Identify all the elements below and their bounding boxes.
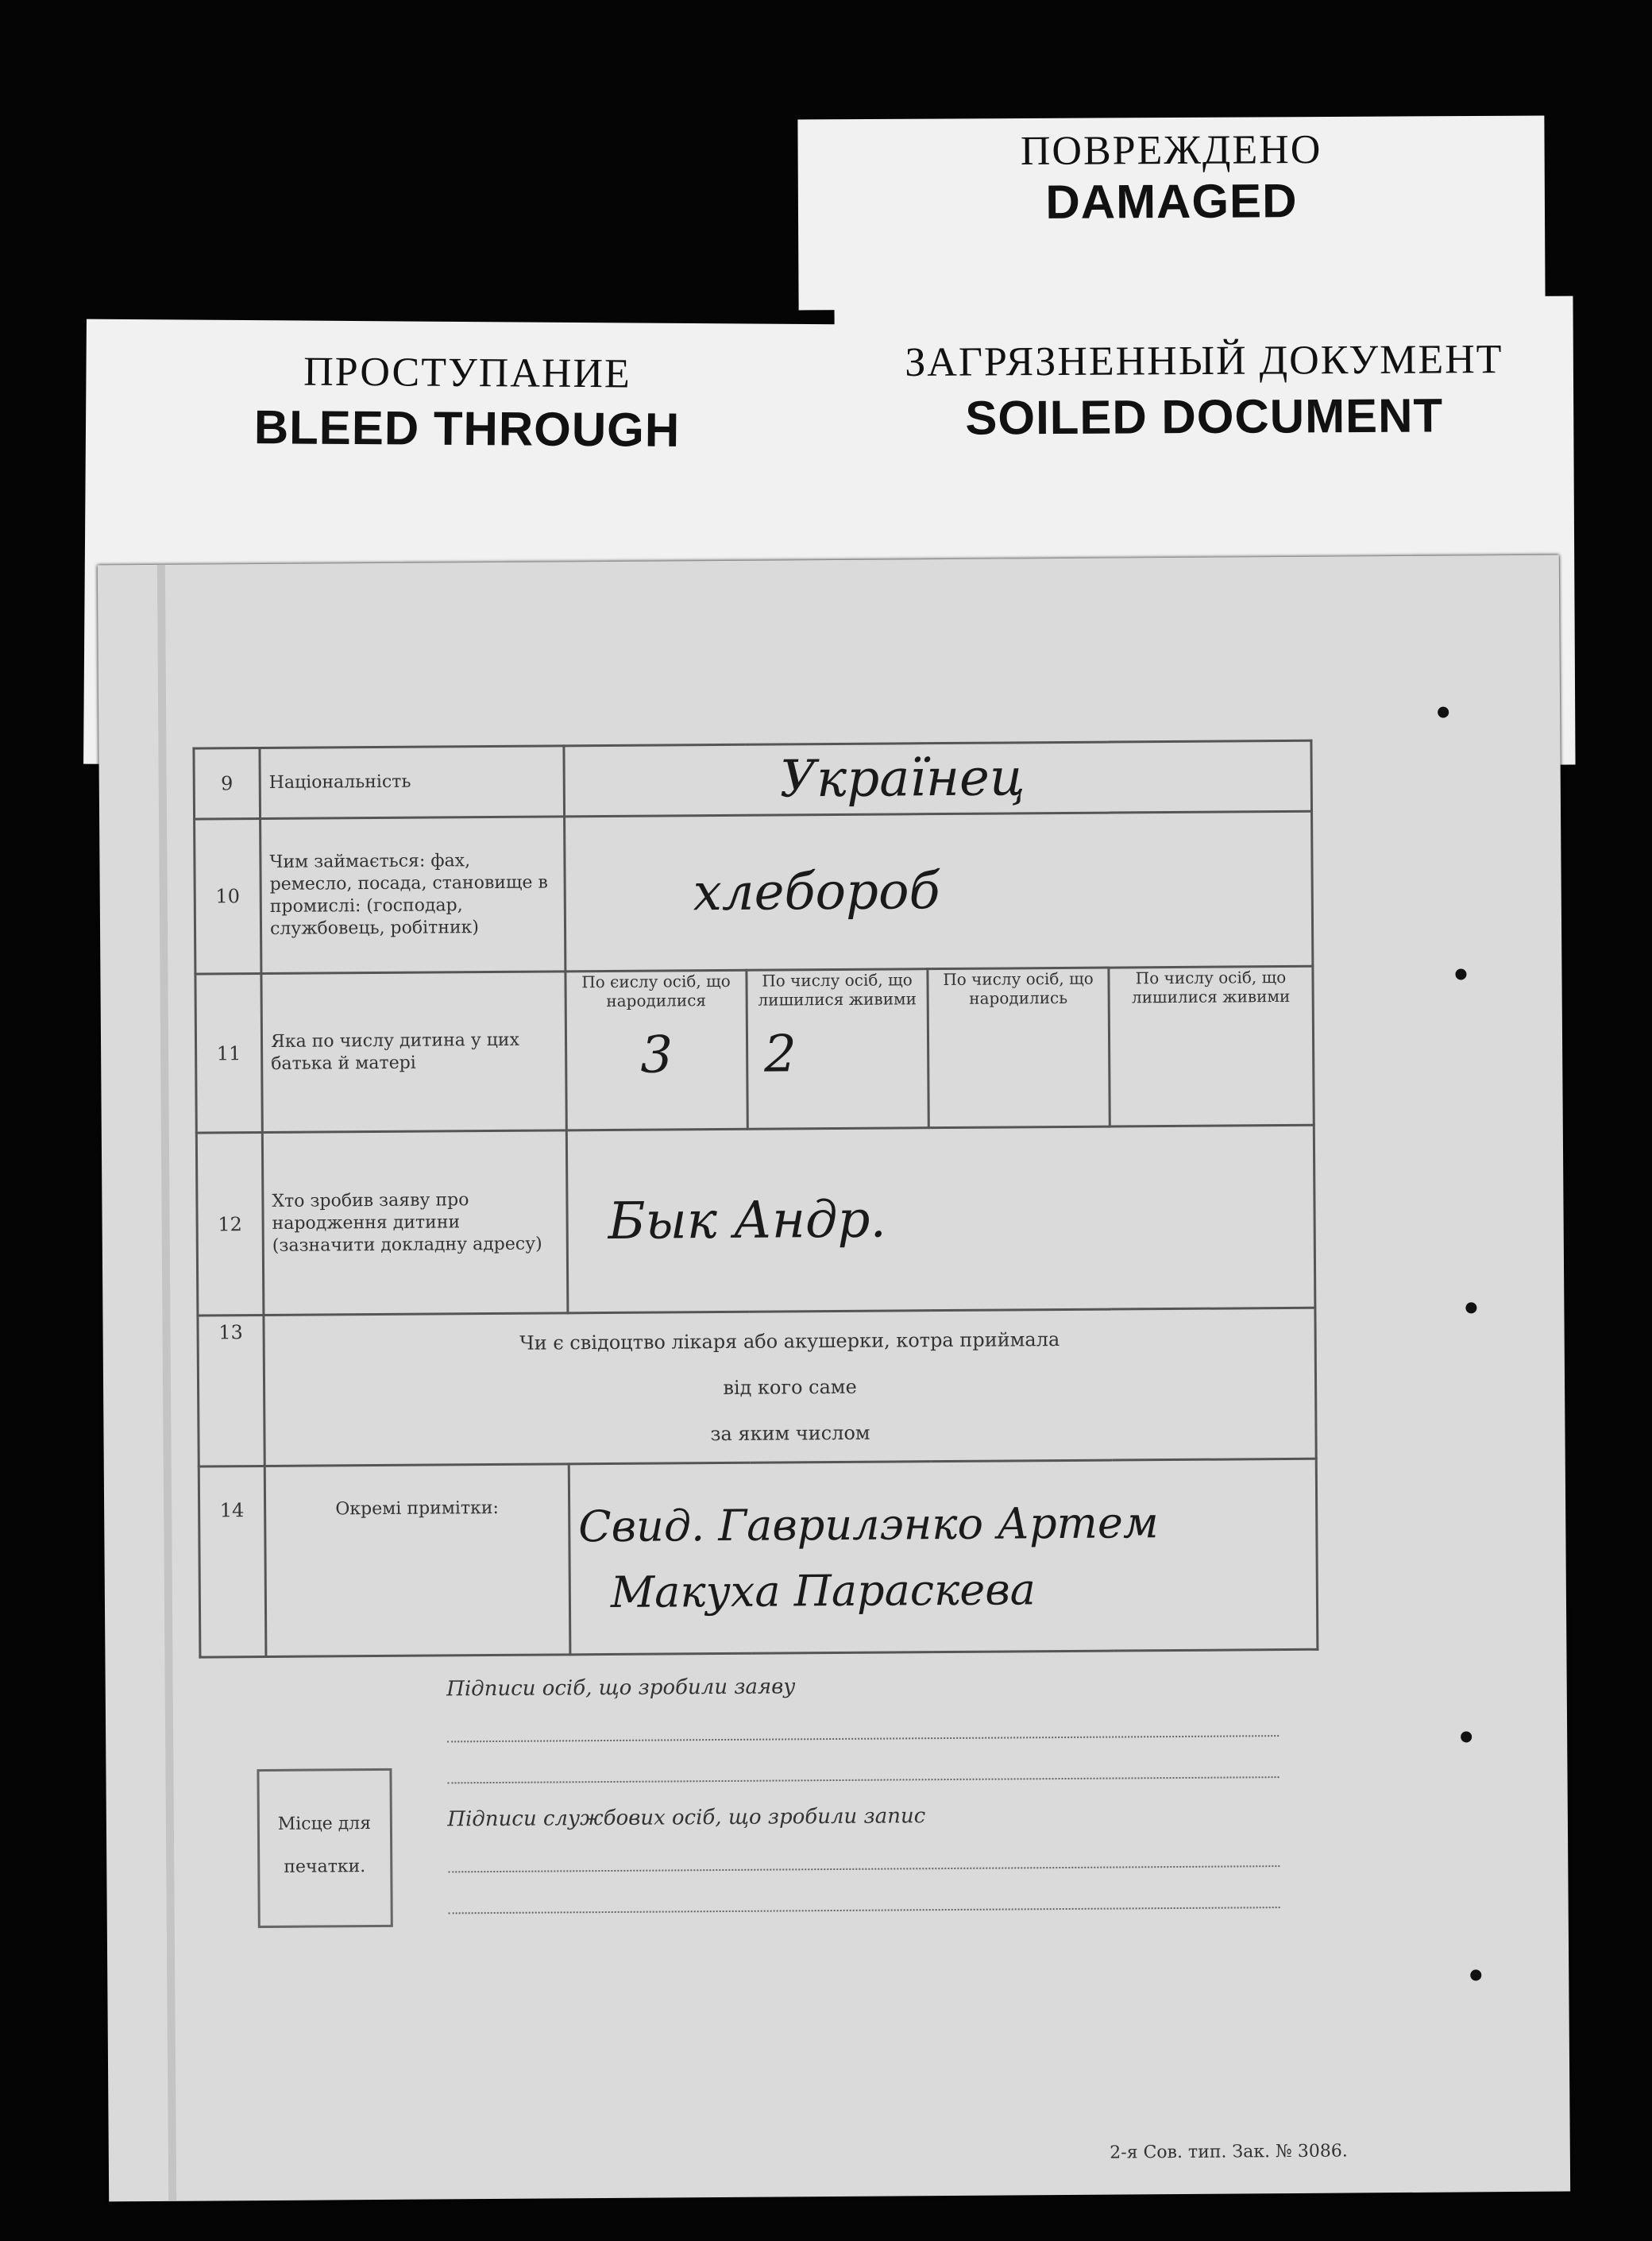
col-header: По числу осіб, що лишилися живими: [1131, 968, 1291, 1007]
nationality-value: [564, 740, 1312, 817]
remarks-value: [569, 1459, 1318, 1655]
handwritten-count: 2: [763, 1025, 797, 1084]
row-number: 13: [198, 1316, 264, 1467]
row-occupation: [195, 811, 1313, 974]
page-spine: [157, 565, 176, 2201]
bleed-ru-label: ПРОСТУПАНИЕ: [303, 349, 631, 397]
soiled-en-label: SOILED DOCUMENT: [965, 388, 1444, 445]
row-label: Чим займається: фах, ремесло, посада, становище в промислі: (господар, службовець, робітник): [261, 817, 565, 974]
handwritten-witness-1: Свид. Гаврилэнко Артем: [578, 1497, 1159, 1551]
row-number: 11: [195, 974, 262, 1134]
count-col-1: [565, 970, 747, 1130]
soiled-ru-label: ЗАГРЯЗНЕННЫЙ ДОКУМЕНТ: [905, 337, 1503, 385]
certificate-line-1: Чи є свідоцтво лікаря або акушерки, котра приймала: [519, 1327, 1060, 1354]
row-number: 12: [196, 1133, 264, 1316]
damaged-en-label: DAMAGED: [1045, 174, 1298, 229]
stamp-label-1: Місце для: [277, 1814, 372, 1834]
row-remarks: [199, 1459, 1318, 1657]
bleed-en-label: BLEED THROUGH: [253, 400, 681, 457]
handwritten-witness-2: Макуха Параскева: [610, 1563, 1036, 1617]
stamp-label-2: печатки.: [284, 1857, 366, 1877]
punch-hole: [1461, 1731, 1472, 1742]
count-col-3: [928, 968, 1110, 1128]
signature-line: [447, 1737, 1279, 1783]
handwritten-nationality: Українец: [779, 748, 1025, 809]
col-header: По єислу осіб, що народилися: [581, 971, 731, 1010]
punch-hole: [1438, 707, 1449, 718]
col-header: По числу осіб, що лишилися живими: [758, 970, 917, 1010]
signature-line: [446, 1695, 1278, 1742]
occupation-value: [565, 811, 1313, 972]
row-number: 9: [194, 748, 261, 820]
count-col-4: [1109, 966, 1314, 1126]
row-signatures: [200, 1649, 1320, 2030]
row-label: Хто зробив заяву про народження дитини (зазначити докладну адресу): [262, 1130, 568, 1316]
register-table: [192, 740, 1321, 2030]
certificate-line-2: від кого саме: [723, 1375, 857, 1399]
punch-hole: [1455, 968, 1466, 979]
certificate-line-3: за яким числом: [710, 1421, 870, 1445]
col-header: По числу осіб, що народились: [943, 968, 1094, 1008]
row-nationality: [194, 740, 1312, 819]
row-child-order: [195, 966, 1314, 1133]
signature-area: [200, 1649, 1320, 2030]
stamp-box: [257, 1768, 392, 1928]
row-number: 14: [199, 1466, 266, 1658]
handwritten-count: 3: [640, 1026, 674, 1085]
officials-signature-label: Підписи службових осіб, що зробили запис: [447, 1804, 926, 1832]
certificate-lines: [264, 1308, 1316, 1466]
damaged-ru-label: ПОВРЕЖДЕНО: [1020, 127, 1322, 174]
applicants-signature-label: Підписи осіб, що зробили заяву: [446, 1675, 796, 1702]
row-label: Окремі примітки:: [264, 1464, 570, 1657]
signature-line: [448, 1867, 1280, 1914]
punch-hole: [1465, 1302, 1476, 1313]
birth-record-form: [98, 555, 1570, 2202]
row-certificate: [198, 1308, 1316, 1466]
punch-hole: [1470, 1969, 1481, 1980]
row-declarant: [196, 1125, 1315, 1316]
handwritten-declarant: Бык Андр.: [608, 1190, 887, 1251]
signature-line: [447, 1826, 1279, 1872]
handwritten-occupation: хлебороб: [693, 862, 940, 923]
count-col-2: [747, 969, 928, 1130]
damaged-card: [797, 116, 1545, 311]
row-label: Яка по числу дитина у цих батька й матері: [261, 972, 566, 1133]
declarant-value: [566, 1125, 1315, 1313]
row-number: 10: [195, 819, 261, 975]
row-label: Національність: [260, 746, 565, 819]
printer-footer: 2-я Сов. тип. Зак. № 3086.: [1110, 2141, 1348, 2163]
